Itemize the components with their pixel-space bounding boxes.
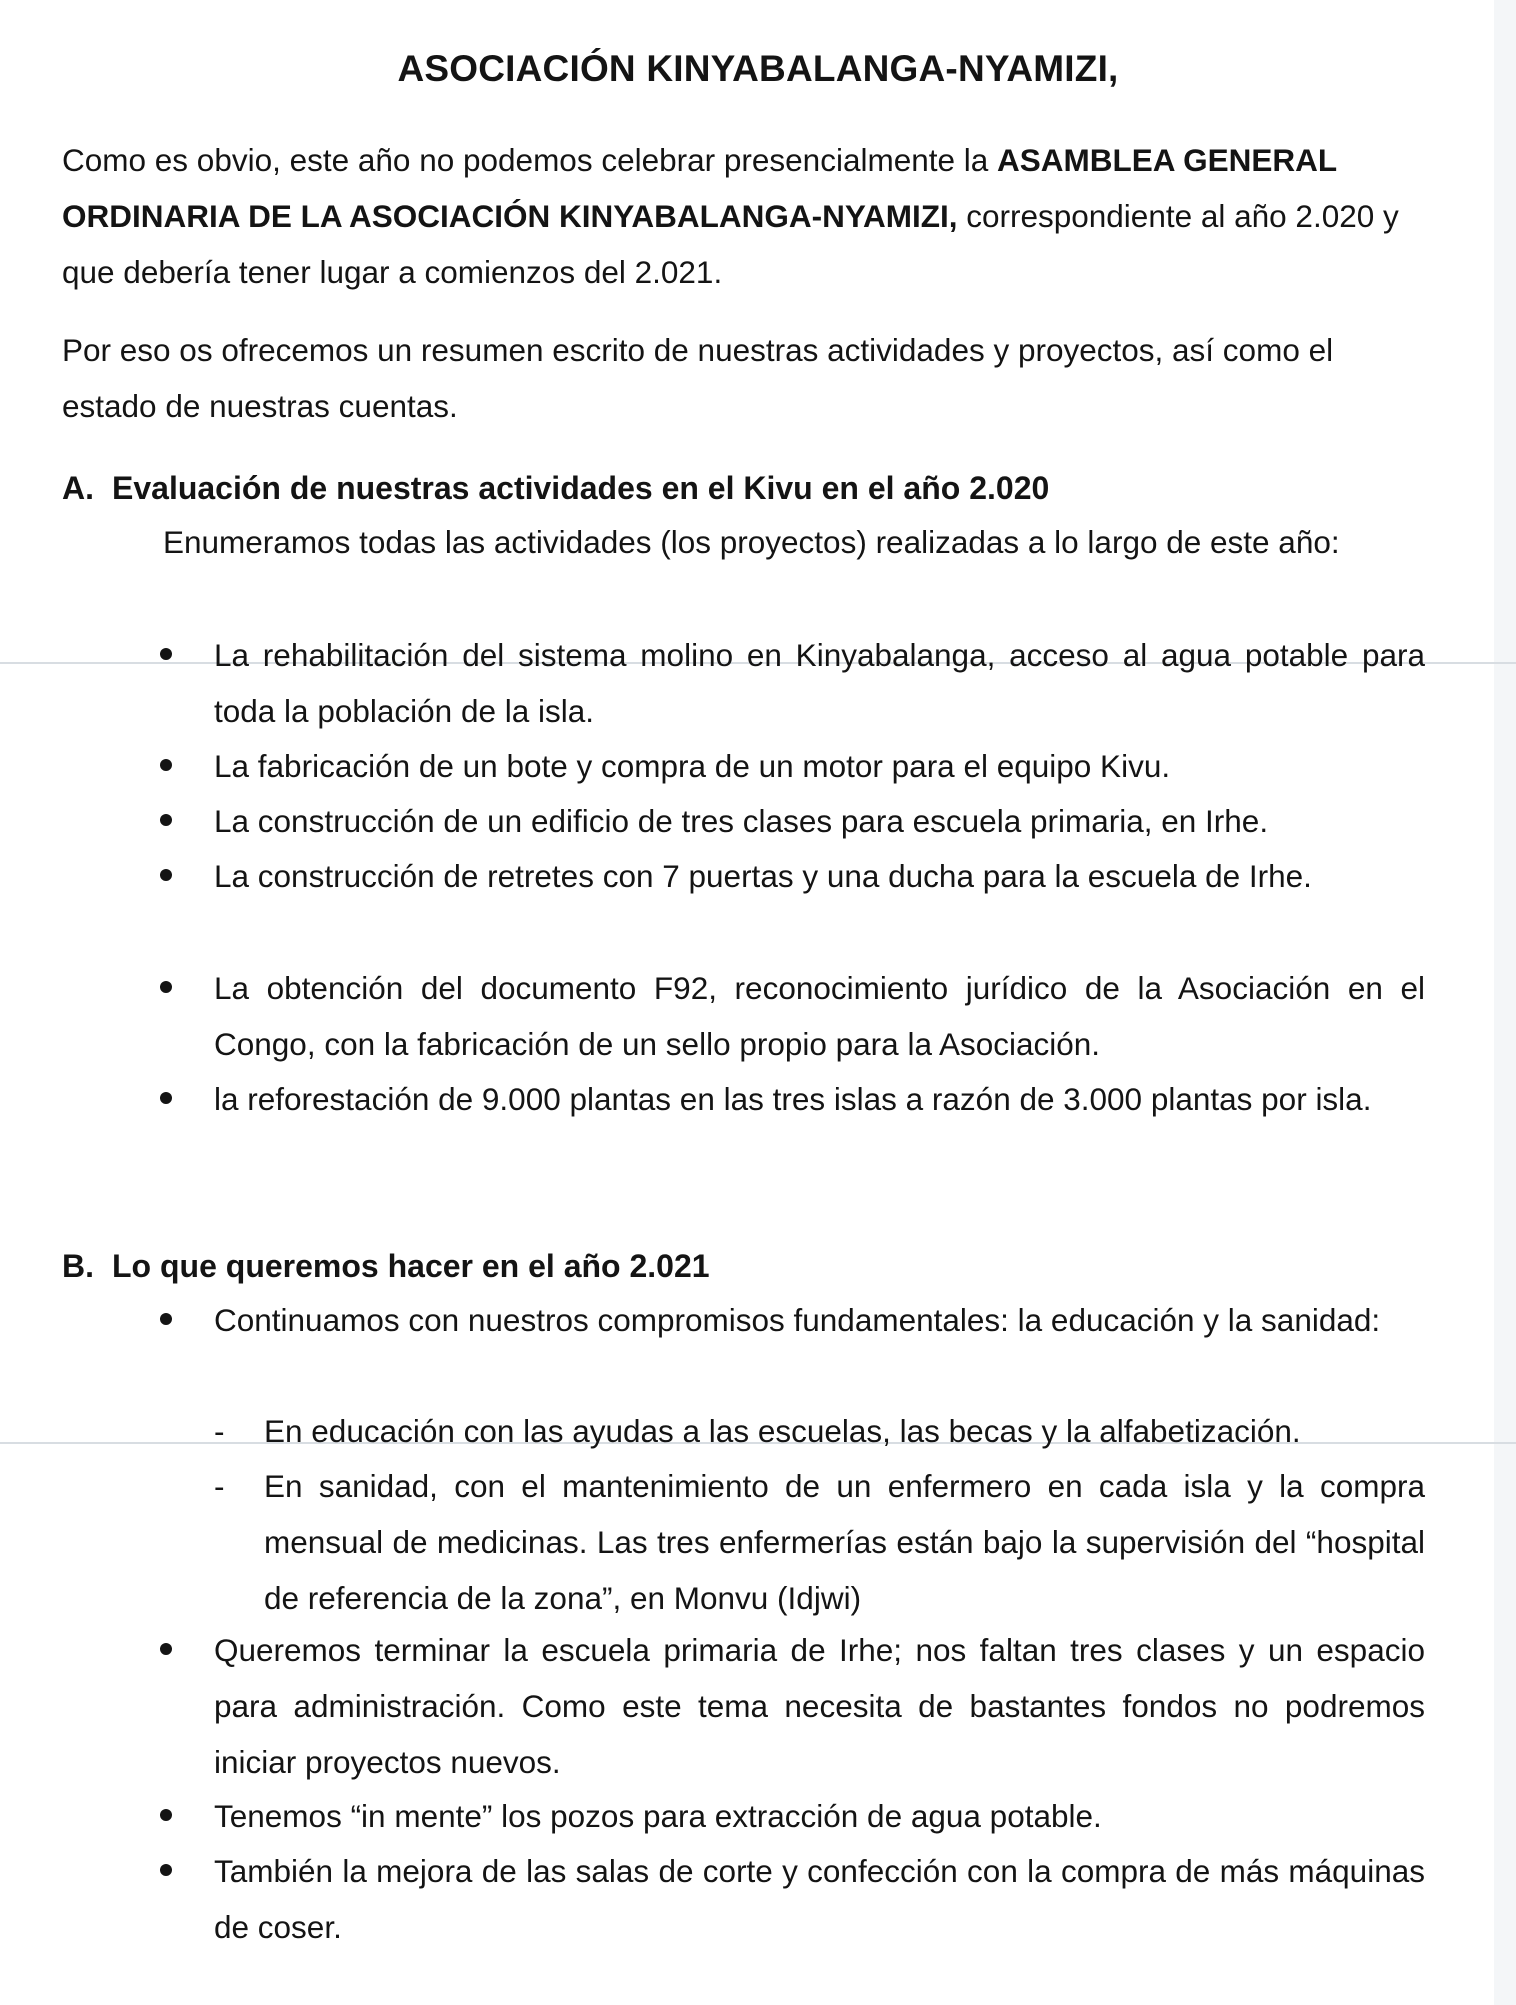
bullet-icon [160,648,172,660]
bullet-icon [160,759,172,771]
bullet-icon [160,1092,172,1104]
document-page: ASOCIACIÓN KINYABALANGA-NYAMIZI, Como es obvio, este año no podemos celebrar presencialmente la ASAMBLEA GENERAL ORDINARIA DE LA ASOCIACIÓN KINYABALANGA-NYAMIZI, correspondiente al año 2.020 y que debería tener lugar a comienzos del 2.021. Por eso os ofrecemos un resumen escrito de nuestras actividades y proyectos, así como el estado de nuestras cuentas. A. Evaluación de nuestras actividades en el Kivu en el año 2.020 Enumeramos todas las actividades (los proyectos) realizadas a lo largo de este año: La rehabilitación del sistema molino en Kinyabalanga, acceso al agua potable para toda la población de la isla. La fabricación de un bote y compra de un motor para el equipo Kivu. La construcción de un edificio de tres clases para escuela primaria, en Irhe. La construcción de retretes con 7 puertas y una ducha para la escuela de Irhe. La obtención del documento F92, reconocimiento jurídico de la Asociación en el Congo, con la fabricación de un sello propio para la Asociación. la reforestación de 9.000 plantas en las tres islas a razón de 3.000 plantas por isla. B. Lo que queremos hacer en el año 2.021 Continuamos con nuestros compromisos fundamentales: la educación y la sanidad: - En educación con las ayudas a las escuelas, las becas y la alfabetización. - En sanidad, con el mantenimiento de un enfermero en cada isla y la compra mensual de medicinas. Las tres enfermerías están bajo la supervisión del “hospital de referencia de la zona”, en Monvu (Idjwi) Queremos terminar la escuela primaria de Irhe; nos faltan tres clases y un espacio para administración. Como este tema necesita de bastantes fondos no podremos iniciar proyectos nuevos. Tenemos “in mente” los pozos para extracción de agua potable. También la mejora de las salas de corte y confección con la compra de más máquinas de coser. [0,0,1516,2005]
dash-icon: - [214,1468,225,1504]
assembly-name: ASAMBLEA GENERAL ORDINARIA DE LA ASOCIACIÓN KINYABALANGA-NYAMIZI, [62,142,1337,234]
bullet-icon [160,1313,172,1325]
bullet-icon [160,814,172,826]
bullet-icon [160,1864,172,1876]
bullet-icon [160,869,172,881]
page-margin [1494,0,1516,2005]
bullet-icon [160,1643,172,1655]
summary-paragraph: Por eso os ofrecemos un resumen escrito de nuestras actividades y proyectos, así como el estado de nuestras cuentas. [62,332,1334,424]
intro-paragraph: Como es obvio, este año no podemos celebrar presencialmente la ASAMBLEA GENERAL ORDINARIA DE LA ASOCIACIÓN KINYABALANGA-NYAMIZI, correspondiente al año 2.020 y que debería tener lugar a comienzos del 2.021. [62,142,1399,290]
section-a-heading: A. Evaluación de nuestras actividades en el Kivu en el año 2.020 [62,470,1050,506]
document-title: ASOCIACIÓN KINYABALANGA-NYAMIZI, [397,48,1119,89]
section-b-heading: B. Lo que queremos hacer en el año 2.021 [62,1248,710,1284]
section-a-intro: Enumeramos todas las actividades (los proyectos) realizadas a lo largo de este año: [163,524,1340,560]
dash-icon: - [214,1413,225,1449]
bullet-icon [160,1809,172,1821]
bullet-icon [160,981,172,993]
